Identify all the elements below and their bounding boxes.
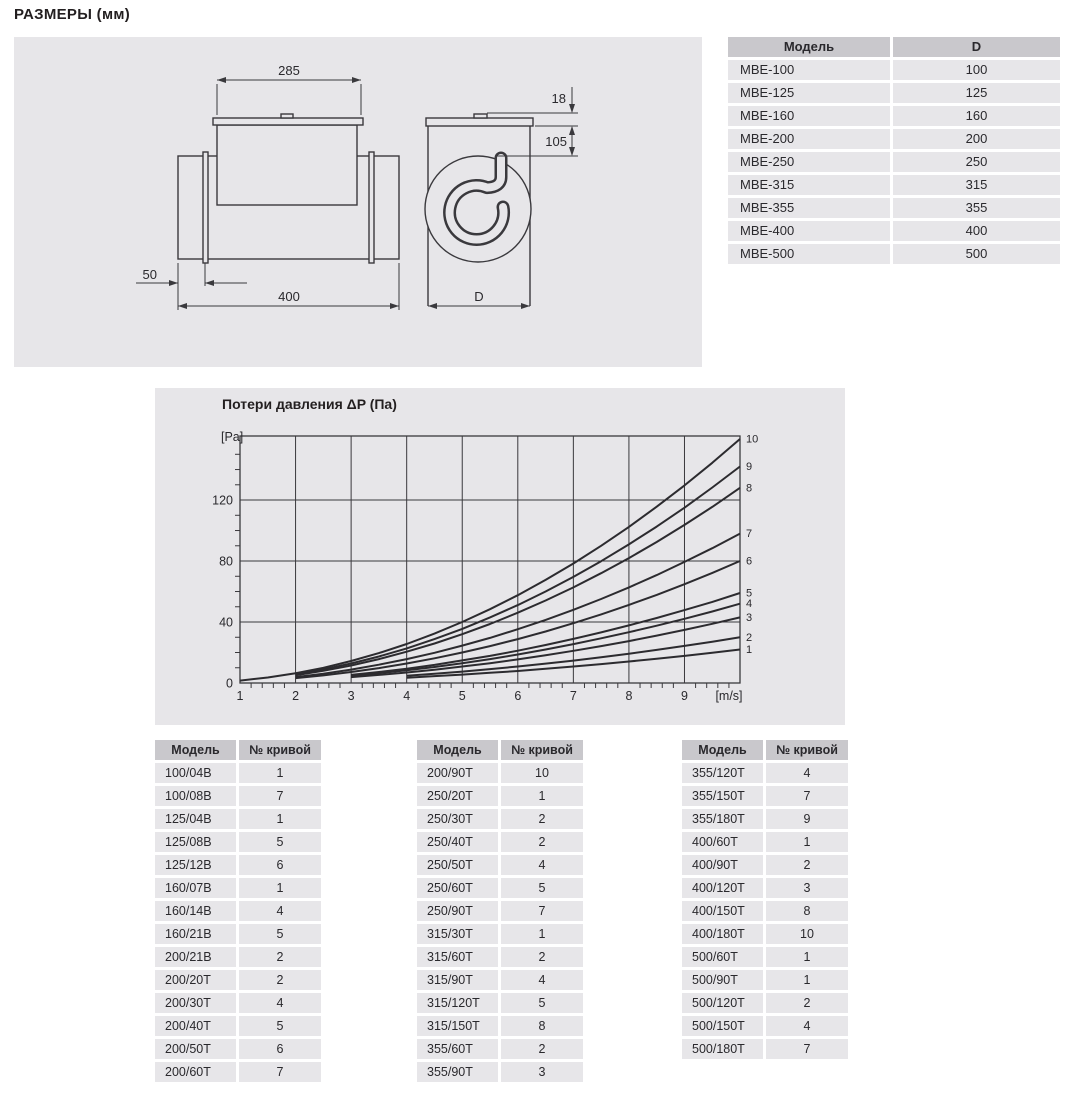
value-cell: 3 xyxy=(766,878,848,898)
model-cell: 400/90Т xyxy=(682,855,763,875)
column-header: № кривой xyxy=(501,740,583,760)
dimension-18 xyxy=(487,87,578,113)
value-cell: 250 xyxy=(893,152,1060,172)
curve-label-10: 10 xyxy=(746,433,759,446)
curve-label-3: 3 xyxy=(746,611,753,624)
model-cell: 250/30Т xyxy=(417,809,498,829)
model-cell: 500/150Т xyxy=(682,1016,763,1036)
curve-label-2: 2 xyxy=(746,631,753,644)
model-cell: 355/60Т xyxy=(417,1039,498,1059)
dimension-285 xyxy=(217,63,361,115)
value-cell: 2 xyxy=(239,947,321,967)
duct-side-view xyxy=(136,63,399,310)
dim-label-lid-height: 18 xyxy=(551,91,566,106)
value-cell: 100 xyxy=(893,60,1060,80)
model-cell: 250/50Т xyxy=(417,855,498,875)
column-header: Модель xyxy=(682,740,763,760)
dim-label-top-width: 285 xyxy=(278,63,300,78)
model-cell: 355/90Т xyxy=(417,1062,498,1082)
value-cell: 2 xyxy=(501,832,583,852)
x-tick-label: 2 xyxy=(292,689,300,703)
duct-heater-drawing xyxy=(14,37,702,367)
value-cell: 1 xyxy=(501,924,583,944)
model-cell: 315/60Т xyxy=(417,947,498,967)
x-tick-label: 3 xyxy=(347,689,355,703)
curve-table-3 xyxy=(682,740,848,1059)
value-cell: 7 xyxy=(766,786,848,806)
value-cell: 4 xyxy=(239,901,321,921)
model-cell: 160/21В xyxy=(155,924,236,944)
value-cell: 1 xyxy=(766,970,848,990)
value-cell: 1 xyxy=(766,947,848,967)
model-cell: 315/150Т xyxy=(417,1016,498,1036)
value-cell: 10 xyxy=(766,924,848,944)
model-cell: 315/30Т xyxy=(417,924,498,944)
x-tick-label: 8 xyxy=(625,689,633,703)
model-cell: 200/50Т xyxy=(155,1039,236,1059)
y-tick-label: 0 xyxy=(226,676,233,691)
value-cell: 5 xyxy=(239,832,321,852)
dimension-105 xyxy=(496,126,578,156)
curve-label-7: 7 xyxy=(746,528,753,541)
column-header: Модель xyxy=(417,740,498,760)
column-header: Модель xyxy=(728,37,890,57)
value-cell: 1 xyxy=(239,763,321,783)
value-cell: 7 xyxy=(501,901,583,921)
curve-table-2 xyxy=(417,740,583,1082)
model-cell: 400/60Т xyxy=(682,832,763,852)
model-cell: 400/150Т xyxy=(682,901,763,921)
model-cell: 160/07В xyxy=(155,878,236,898)
dimensions-drawing-panel xyxy=(14,37,702,367)
value-cell: 5 xyxy=(239,924,321,944)
page-title: РАЗМЕРЫ (мм) xyxy=(14,6,131,23)
pressure-curve-4 xyxy=(351,604,740,676)
curve-label-8: 8 xyxy=(746,482,753,495)
model-cell: МВЕ-315 xyxy=(728,175,890,195)
model-cell: 315/90Т xyxy=(417,970,498,990)
value-cell: 8 xyxy=(766,901,848,921)
model-cell: 200/30Т xyxy=(155,993,236,1013)
value-cell: 4 xyxy=(501,855,583,875)
model-cell: 250/20Т xyxy=(417,786,498,806)
x-axis-unit-label: [m/s] xyxy=(715,689,743,703)
pressure-loss-chart-panel xyxy=(155,388,845,725)
y-tick-label: 120 xyxy=(212,493,233,508)
value-cell: 355 xyxy=(893,198,1060,218)
dimension-50 xyxy=(136,263,247,286)
value-cell: 2 xyxy=(766,993,848,1013)
value-cell: 200 xyxy=(893,129,1060,149)
y-tick-label: 80 xyxy=(219,554,233,569)
model-cell: 400/120Т xyxy=(682,878,763,898)
model-cell: 355/150Т xyxy=(682,786,763,806)
column-header: D xyxy=(893,37,1060,57)
value-cell: 315 xyxy=(893,175,1060,195)
model-cell: 315/120Т xyxy=(417,993,498,1013)
x-tick-label: 9 xyxy=(681,689,688,703)
value-cell: 4 xyxy=(766,1016,848,1036)
model-diameter-table xyxy=(728,37,1060,264)
value-cell: 125 xyxy=(893,83,1060,103)
model-cell: 100/08В xyxy=(155,786,236,806)
dimension-400 xyxy=(178,263,399,310)
model-cell: 125/04В xyxy=(155,809,236,829)
value-cell: 2 xyxy=(766,855,848,875)
model-cell: 250/40Т xyxy=(417,832,498,852)
model-cell: 500/180Т xyxy=(682,1039,763,1059)
model-cell: 400/180Т xyxy=(682,924,763,944)
x-tick-label: 5 xyxy=(458,689,466,703)
model-cell: 200/20Т xyxy=(155,970,236,990)
column-header: № кривой xyxy=(766,740,848,760)
model-cell: 200/60Т xyxy=(155,1062,236,1082)
value-cell: 2 xyxy=(501,1039,583,1059)
dim-label-length: 400 xyxy=(278,289,300,304)
curve-label-6: 6 xyxy=(746,555,753,568)
duct-front-view xyxy=(425,87,578,309)
x-tick-label: 6 xyxy=(514,689,522,703)
model-cell: 200/40Т xyxy=(155,1016,236,1036)
value-cell: 7 xyxy=(239,1062,321,1082)
curve-label-4: 4 xyxy=(746,598,753,611)
front-handle xyxy=(474,114,487,118)
model-cell: 250/60Т xyxy=(417,878,498,898)
value-cell: 7 xyxy=(766,1039,848,1059)
value-cell: 7 xyxy=(239,786,321,806)
model-cell: 355/120Т xyxy=(682,763,763,783)
model-cell: 355/180Т xyxy=(682,809,763,829)
dim-label-box-height: 105 xyxy=(545,134,567,149)
model-cell: МВЕ-160 xyxy=(728,106,890,126)
value-cell: 400 xyxy=(893,221,1060,241)
value-cell: 2 xyxy=(501,809,583,829)
model-cell: МВЕ-100 xyxy=(728,60,890,80)
chart-title: Потери давления ΔP (Па) xyxy=(222,396,397,412)
x-tick-label: 4 xyxy=(403,689,411,703)
model-cell: 500/120Т xyxy=(682,993,763,1013)
y-axis-unit-label: [Pa] xyxy=(221,430,244,444)
value-cell: 5 xyxy=(501,993,583,1013)
value-cell: 6 xyxy=(239,1039,321,1059)
model-cell: 125/08В xyxy=(155,832,236,852)
model-cell: 200/21В xyxy=(155,947,236,967)
dim-label-offset: 50 xyxy=(142,267,157,282)
model-cell: МВЕ-400 xyxy=(728,221,890,241)
value-cell: 160 xyxy=(893,106,1060,126)
value-cell: 4 xyxy=(766,763,848,783)
value-cell: 1 xyxy=(766,832,848,852)
front-lid xyxy=(426,118,533,126)
column-header: Модель xyxy=(155,740,236,760)
value-cell: 9 xyxy=(766,809,848,829)
model-cell: МВЕ-355 xyxy=(728,198,890,218)
model-cell: 250/90Т xyxy=(417,901,498,921)
model-cell: МВЕ-125 xyxy=(728,83,890,103)
model-cell: МВЕ-250 xyxy=(728,152,890,172)
flange-right xyxy=(369,152,374,263)
model-cell: 200/90Т xyxy=(417,763,498,783)
curve-table-1 xyxy=(155,740,321,1082)
curve-label-5: 5 xyxy=(746,587,753,600)
model-cell: 500/60Т xyxy=(682,947,763,967)
box-lid xyxy=(213,118,363,125)
value-cell: 4 xyxy=(239,993,321,1013)
value-cell: 1 xyxy=(239,809,321,829)
duct-circle xyxy=(425,156,531,262)
value-cell: 2 xyxy=(501,947,583,967)
pressure-loss-chart xyxy=(155,388,845,725)
curve-label-1: 1 xyxy=(746,643,753,656)
value-cell: 6 xyxy=(239,855,321,875)
dim-label-diameter: D xyxy=(474,289,484,304)
value-cell: 8 xyxy=(501,1016,583,1036)
value-cell: 1 xyxy=(239,878,321,898)
model-cell: 125/12В xyxy=(155,855,236,875)
terminal-box xyxy=(217,125,357,205)
x-tick-label: 1 xyxy=(236,689,244,703)
value-cell: 10 xyxy=(501,763,583,783)
curve-label-9: 9 xyxy=(746,460,753,473)
value-cell: 3 xyxy=(501,1062,583,1082)
x-tick-label: 7 xyxy=(569,689,577,703)
value-cell: 1 xyxy=(501,786,583,806)
model-cell: МВЕ-500 xyxy=(728,244,890,264)
y-tick-label: 40 xyxy=(219,615,233,630)
model-cell: 500/90Т xyxy=(682,970,763,990)
pressure-curve-10 xyxy=(240,439,740,681)
value-cell: 2 xyxy=(239,970,321,990)
model-cell: 160/14В xyxy=(155,901,236,921)
lid-handle xyxy=(281,114,293,118)
value-cell: 5 xyxy=(501,878,583,898)
value-cell: 5 xyxy=(239,1016,321,1036)
column-header: № кривой xyxy=(239,740,321,760)
model-cell: МВЕ-200 xyxy=(728,129,890,149)
value-cell: 4 xyxy=(501,970,583,990)
dimension-D xyxy=(428,289,530,309)
model-cell: 100/04В xyxy=(155,763,236,783)
value-cell: 500 xyxy=(893,244,1060,264)
flange-left xyxy=(203,152,208,263)
